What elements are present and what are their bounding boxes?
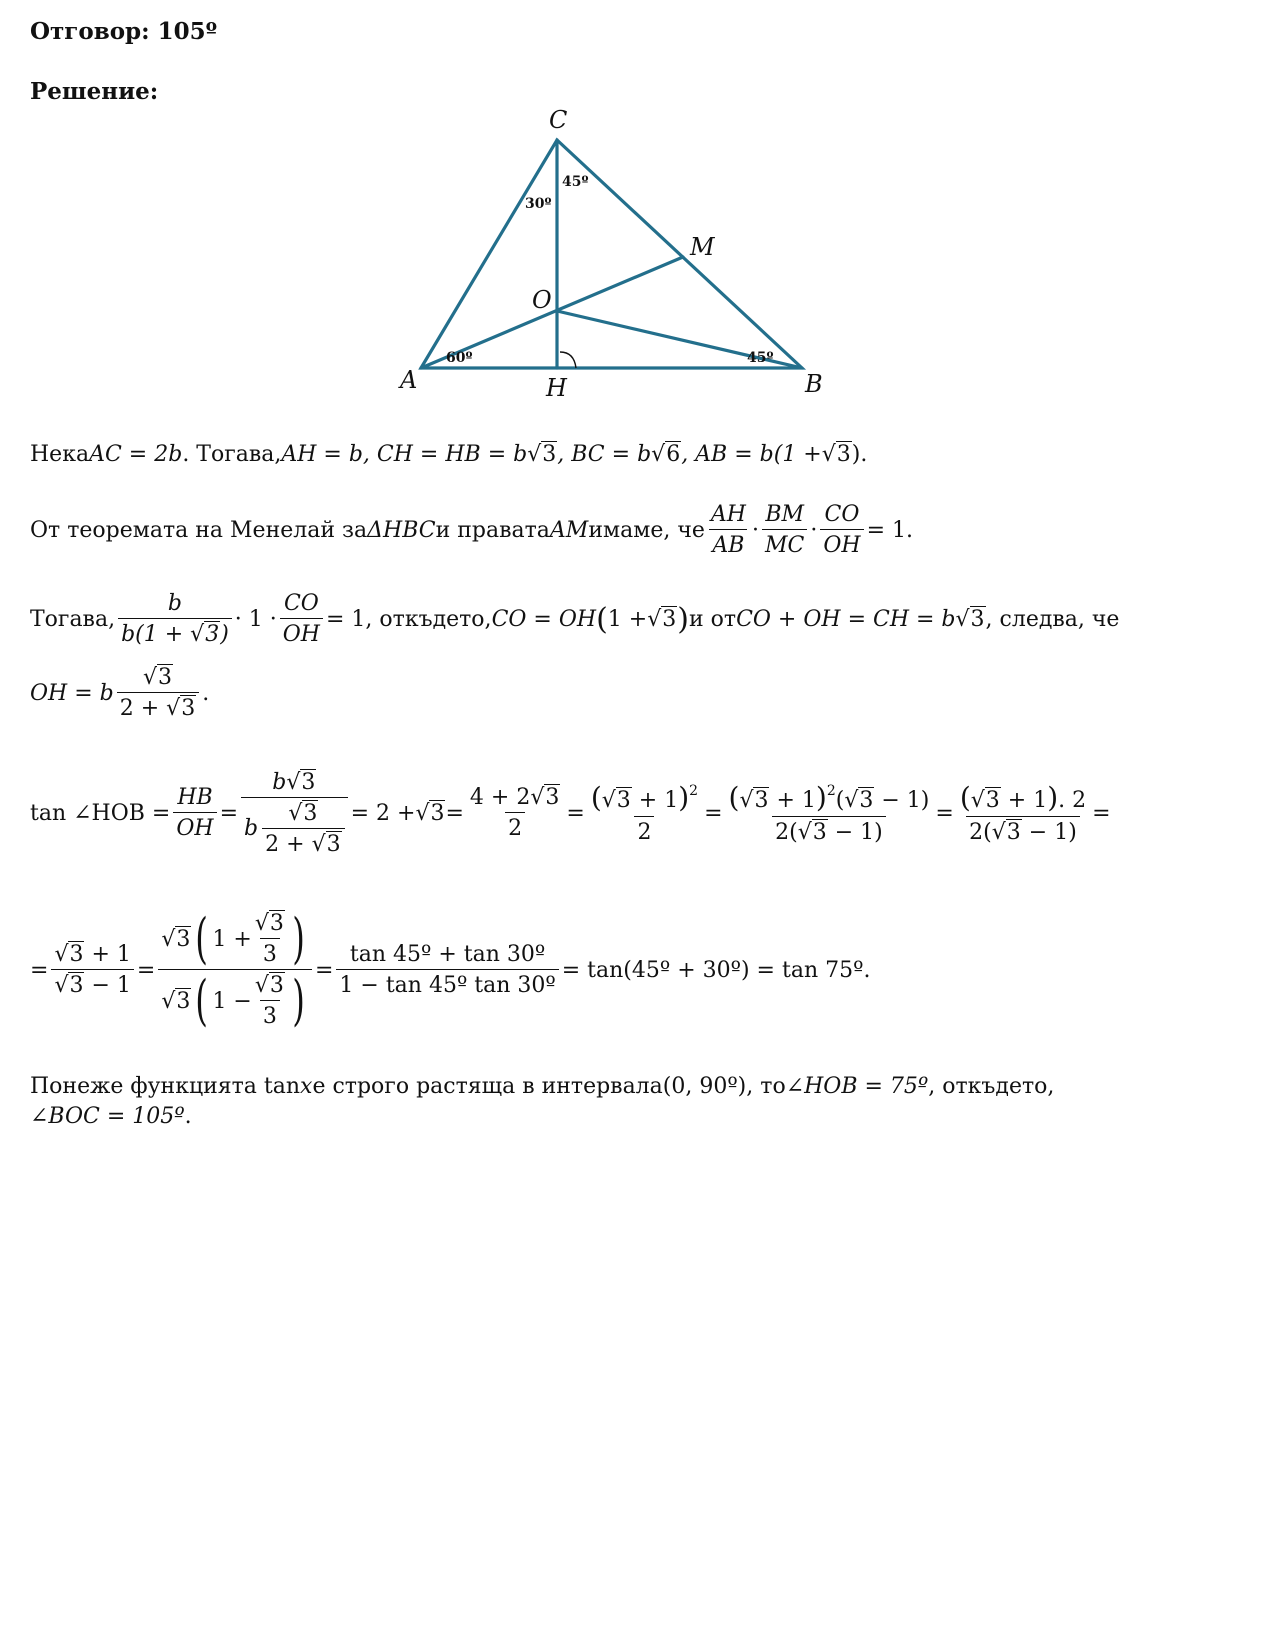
triangle-diagram xyxy=(0,0,1275,420)
label-a: A xyxy=(400,366,418,394)
text-line-2: От теоремата на Менелай за ΔHBC и правата AM имаме, че $\frac{AH}{AB}$ · $\frac{BM}{MC}$ · $\frac{CO}{OH}$ = 1. xyxy=(30,502,914,558)
answer-line: Отговор: 105º xyxy=(30,18,218,45)
triangle-abc xyxy=(421,140,802,368)
angle-b: 45º xyxy=(747,350,774,366)
solution-label: Решение: xyxy=(30,78,159,105)
label-o: O xyxy=(532,286,552,314)
angle-c-right: 45º xyxy=(562,174,589,190)
text-line-4: OH = b $\frac{√3}{2 + √3}$ . xyxy=(30,665,210,721)
text-line-1: Нека AC = 2b . Тогава, AH = b, CH = HB = b √ 3 , BC = b √ 6 , AB = b(1 + √ 3 ). xyxy=(30,441,868,467)
text-line-3: Тогава, $\frac{b}{b(1 + √3)}$ · 1 · $\frac{CO}{OH}$ = 1, откъдето, CO = OH ( 1 + √ 3 ) и от CO + OH = CH = b √ 3 , следва, че xyxy=(30,591,1120,647)
label-b: B xyxy=(805,370,823,398)
equation-2: = $\frac{√3 + 1}{√3 - 1}$ = √ 3 ( 1 + $\frac{√3}{3}$ ) √ 3 ( 1 − $\frac{√3}{3}$ ) = $\frac{\text{tan 45º + tan 30º}}{\text{1 − tan 45º tan 30º}}$ = tan(45º + 30º) = tan 75º. xyxy=(30,907,871,1032)
angle-c-left: 30º xyxy=(525,196,552,212)
label-m: M xyxy=(690,233,715,261)
conclusion-line-1: Понеже функцията tan x е строго растяща в интервала (0, 90º) , то ∠HOB = 75º , откъдето, xyxy=(30,1073,1055,1099)
conclusion-line-2: ∠BOC = 105º . xyxy=(30,1103,192,1129)
equation-1: tan ∠HOB = $\frac{HB}{OH}$ = b√3 b $\frac{√3}{2 + √3}$ = 2 + √ 3 = $\frac{4 + 2√3}{2}$ = $\frac{(√3 + 1)^2}{2}$ = $\frac{(√3 + 1)^2(√3 - 1)}{2(√3 - 1)}$ = $\frac{(√3 + 1). 2}{2(√3 - 1)}$ = xyxy=(30,769,1111,857)
right-angle-arc xyxy=(560,352,576,368)
angle-a: 60º xyxy=(446,350,473,366)
label-c: C xyxy=(549,106,568,134)
label-h: H xyxy=(546,374,567,402)
